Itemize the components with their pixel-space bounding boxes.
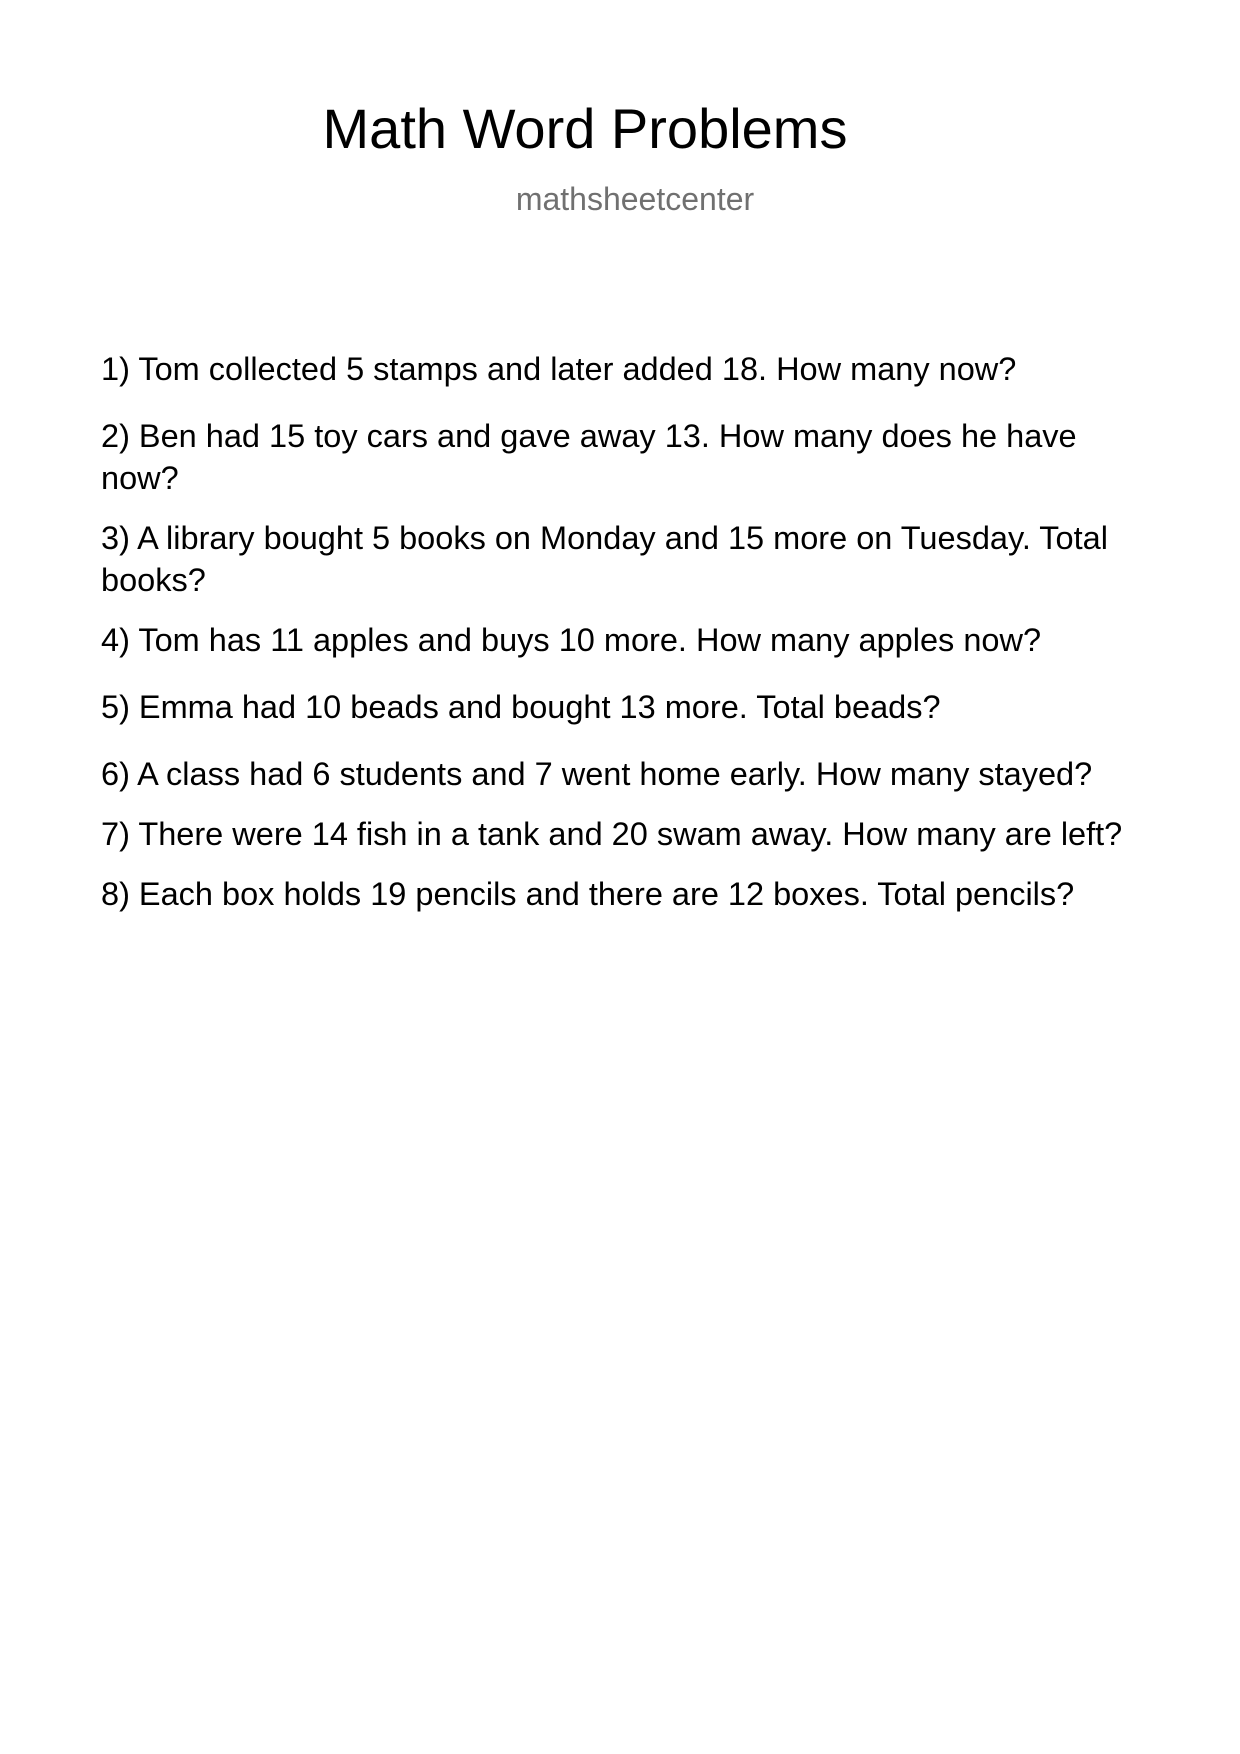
problem-list [101, 348, 1141, 933]
problem-item: 2) Ben had 15 toy cars and gave away 13. How many does he have now? [101, 418, 1077, 496]
page-title: Math Word Problems [322, 97, 848, 160]
problem-item: 5) Emma had 10 beads and bought 13 more. Total beads? [101, 689, 941, 725]
problem-item: 4) Tom has 11 apples and buys 10 more. How many apples now? [101, 622, 1042, 658]
problem-item: 3) A library bought 5 books on Monday and 15 more on Tuesday. Total books? [101, 520, 1108, 598]
problem-item: 7) There were 14 fish in a tank and 20 swam away. How many are left? [101, 816, 1123, 852]
problem-item: 1) Tom collected 5 stamps and later added 18. How many now? [101, 351, 1017, 387]
problem-item: 6) A class had 6 students and 7 went home early. How many stayed? [101, 756, 1093, 792]
problem-item: 8) Each box holds 19 pencils and there are 12 boxes. Total pencils? [101, 876, 1075, 912]
page-subtitle: mathsheetcenter [515, 181, 755, 217]
